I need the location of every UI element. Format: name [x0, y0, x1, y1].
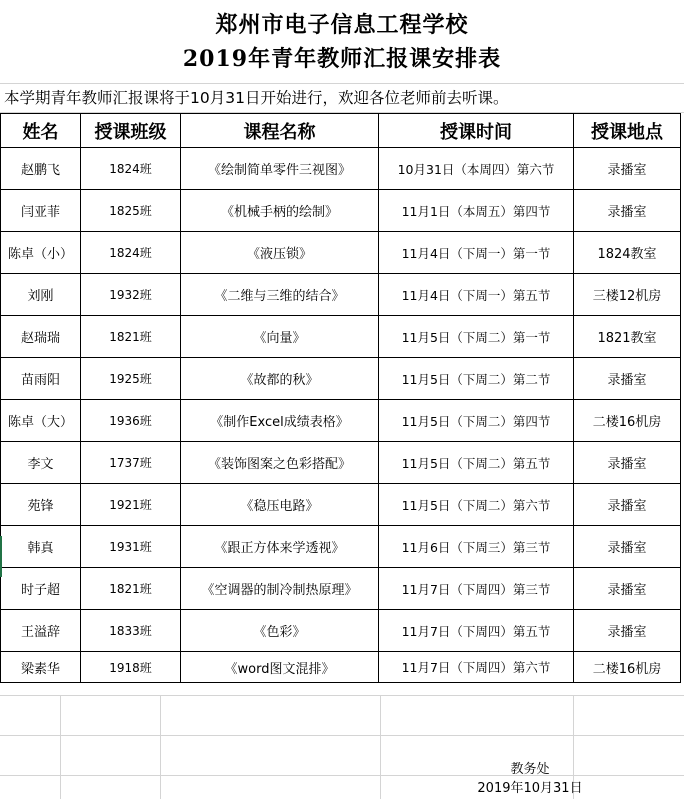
cell-time[interactable]: 11月5日（下周二）第六节 — [379, 484, 574, 526]
cell-time[interactable]: 11月7日（下周四）第三节 — [379, 568, 574, 610]
cell-time[interactable]: 11月7日（下周四）第五节 — [379, 610, 574, 652]
cell-course[interactable]: 《word图文混排》 — [181, 652, 379, 683]
cell-name[interactable]: 苗雨阳 — [1, 358, 81, 400]
cell-class[interactable]: 1824班 — [81, 232, 181, 274]
cell-class[interactable]: 1932班 — [81, 274, 181, 316]
cell-place[interactable]: 1824教室 — [574, 232, 681, 274]
cell-name[interactable]: 闫亚菲 — [1, 190, 81, 232]
cell-name[interactable]: 赵瑞瑞 — [1, 316, 81, 358]
cell-course[interactable]: 《稳压电路》 — [181, 484, 379, 526]
cell-course[interactable]: 《液压锁》 — [181, 232, 379, 274]
cell-class[interactable]: 1918班 — [81, 652, 181, 683]
cell-place[interactable]: 录播室 — [574, 568, 681, 610]
cell-name[interactable]: 时子超 — [1, 568, 81, 610]
cell-place[interactable]: 录播室 — [574, 190, 681, 232]
cell-place[interactable]: 录播室 — [574, 610, 681, 652]
header-class[interactable]: 授课班级 — [81, 114, 181, 148]
header-course[interactable]: 课程名称 — [181, 114, 379, 148]
footer-date: 2019年10月31日 — [477, 781, 583, 796]
header-place[interactable]: 授课地点 — [574, 114, 681, 148]
cell-class[interactable]: 1921班 — [81, 484, 181, 526]
cell-course[interactable]: 《制作Excel成绩表格》 — [181, 400, 379, 442]
table-row — [1, 400, 681, 442]
cell-course[interactable]: 《空调器的制冷制热原理》 — [181, 568, 379, 610]
header-row — [1, 114, 681, 148]
footer-office: 教务处 — [510, 762, 550, 777]
table-row — [1, 232, 681, 274]
cell-name[interactable]: 赵鹏飞 — [1, 148, 81, 190]
cell-time[interactable]: 11月5日（下周二）第一节 — [379, 316, 574, 358]
cell-time[interactable]: 11月4日（下周一）第一节 — [379, 232, 574, 274]
cell-course[interactable]: 《二维与三维的结合》 — [181, 274, 379, 316]
page-title-schedule: 2019年青年教师汇报课安排表 — [182, 46, 502, 72]
cell-name[interactable]: 梁素华 — [1, 652, 81, 683]
cell-course[interactable]: 《装饰图案之色彩搭配》 — [181, 442, 379, 484]
cell-course[interactable]: 《向量》 — [181, 316, 379, 358]
cell-place[interactable]: 二楼16机房 — [574, 652, 681, 683]
cell-class[interactable]: 1825班 — [81, 190, 181, 232]
cell-name[interactable]: 刘刚 — [1, 274, 81, 316]
table-row — [1, 610, 681, 652]
cell-name[interactable]: 苑锋 — [1, 484, 81, 526]
cell-time[interactable]: 11月1日（本周五）第四节 — [379, 190, 574, 232]
cell-name[interactable]: 陈卓（小） — [1, 232, 81, 274]
cell-time[interactable]: 11月6日（下周三）第三节 — [379, 526, 574, 568]
cell-class[interactable]: 1737班 — [81, 442, 181, 484]
cell-place[interactable]: 录播室 — [574, 484, 681, 526]
cell-course[interactable]: 《故都的秋》 — [181, 358, 379, 400]
table-row — [1, 316, 681, 358]
table-row — [1, 190, 681, 232]
cell-name[interactable]: 王溢辞 — [1, 610, 81, 652]
page-title-school: 郑州市电子信息工程学校 — [215, 12, 469, 38]
header-name[interactable]: 姓名 — [1, 114, 81, 148]
cell-course[interactable]: 《绘制简单零件三视图》 — [181, 148, 379, 190]
table-row — [1, 484, 681, 526]
cell-class[interactable]: 1833班 — [81, 610, 181, 652]
cell-time[interactable]: 11月5日（下周二）第四节 — [379, 400, 574, 442]
table-row — [1, 358, 681, 400]
cell-course[interactable]: 《机械手柄的绘制》 — [181, 190, 379, 232]
cell-class[interactable]: 1824班 — [81, 148, 181, 190]
cell-name[interactable]: 李文 — [1, 442, 81, 484]
cell-class[interactable]: 1925班 — [81, 358, 181, 400]
schedule-table — [0, 113, 681, 683]
active-cell-marker — [0, 536, 2, 577]
cell-name[interactable]: 韩真 — [1, 526, 81, 568]
table-row — [1, 274, 681, 316]
table-row — [1, 148, 681, 190]
cell-place[interactable]: 二楼16机房 — [574, 400, 681, 442]
cell-time[interactable]: 11月5日（下周二）第五节 — [379, 442, 574, 484]
cell-place[interactable]: 录播室 — [574, 148, 681, 190]
notice-text: 本学期青年教师汇报课将于10月31日开始进行，欢迎各位老师前去听课。 — [0, 84, 684, 113]
cell-class[interactable]: 1936班 — [81, 400, 181, 442]
cell-course[interactable]: 《色彩》 — [181, 610, 379, 652]
cell-class[interactable]: 1931班 — [81, 526, 181, 568]
cell-place[interactable]: 录播室 — [574, 526, 681, 568]
cell-time[interactable]: 11月5日（下周二）第二节 — [379, 358, 574, 400]
cell-time[interactable]: 10月31日（本周四）第六节 — [379, 148, 574, 190]
cell-name[interactable]: 陈卓（大） — [1, 400, 81, 442]
table-row — [1, 652, 681, 683]
cell-place[interactable]: 1821教室 — [574, 316, 681, 358]
cell-place[interactable]: 三楼12机房 — [574, 274, 681, 316]
cell-time[interactable]: 11月4日（下周一）第五节 — [379, 274, 574, 316]
cell-time[interactable]: 11月7日（下周四）第六节 — [379, 652, 574, 683]
table-row — [1, 442, 681, 484]
title-block — [0, 0, 684, 84]
table-row — [1, 526, 681, 568]
header-time[interactable]: 授课时间 — [379, 114, 574, 148]
cell-place[interactable]: 录播室 — [574, 442, 681, 484]
table-row — [1, 568, 681, 610]
cell-class[interactable]: 1821班 — [81, 316, 181, 358]
cell-class[interactable]: 1821班 — [81, 568, 181, 610]
cell-course[interactable]: 《跟正方体来学透视》 — [181, 526, 379, 568]
cell-place[interactable]: 录播室 — [574, 358, 681, 400]
